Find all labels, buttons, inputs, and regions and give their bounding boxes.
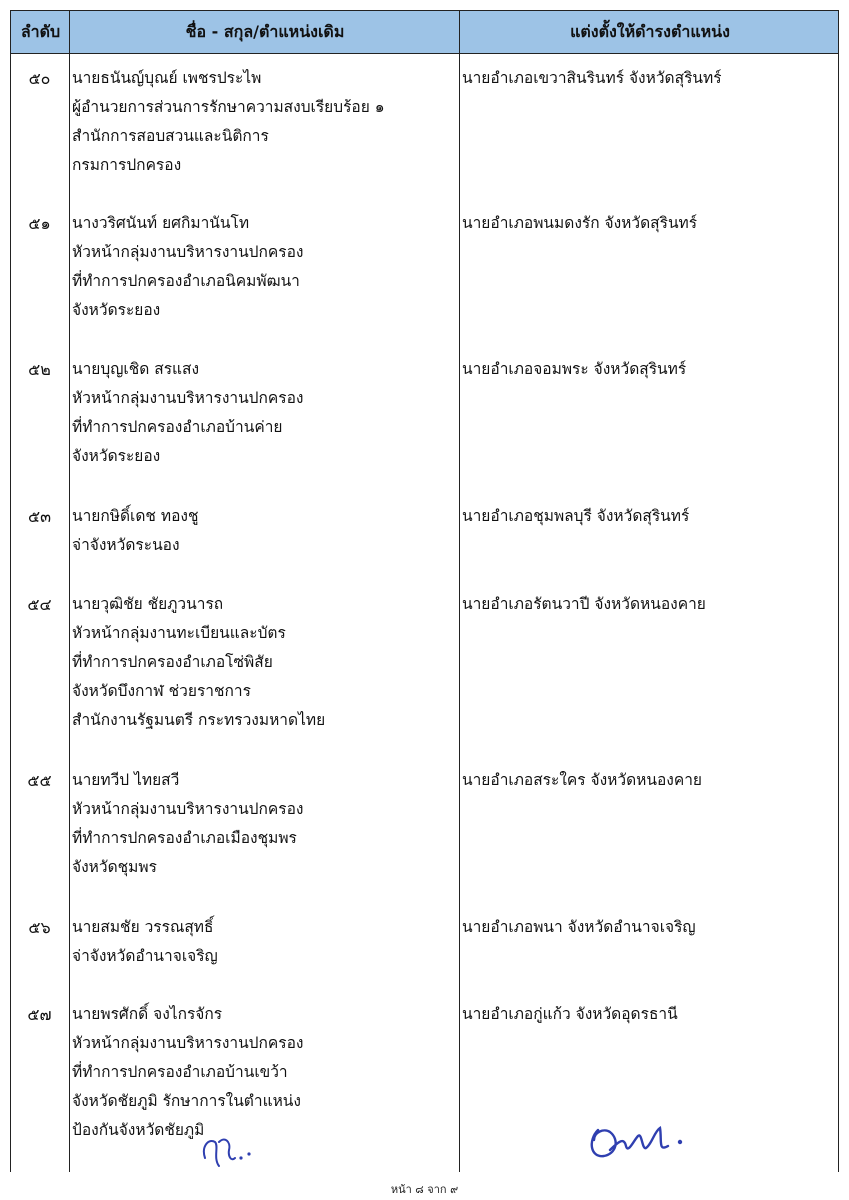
old-position bbox=[72, 502, 456, 560]
old-line: นางวริศนันท์ ยศกิมานันโท bbox=[72, 214, 250, 232]
old-line: จังหวัดชุมพร bbox=[72, 858, 157, 876]
old-line: หัวหน้ากลุ่มงานบริหารงานปกครอง bbox=[72, 800, 304, 818]
new-position: นายอำเภอพนา จังหวัดอำนาจเจริญ bbox=[462, 918, 696, 936]
new-position: นายอำเภอสระใคร จังหวัดหนองคาย bbox=[462, 771, 703, 789]
table-border-right bbox=[838, 10, 839, 1172]
new-position: นายอำเภอกู่แก้ว จังหวัดอุดรธานี bbox=[462, 1005, 678, 1023]
old-line: นายทวีป ไทยสวี bbox=[72, 771, 180, 789]
row-number: ๕๖ bbox=[28, 918, 51, 937]
header-order: ลำดับ bbox=[20, 22, 61, 41]
header-old-position: ชื่อ - สกุล/ตำแหน่งเดิม bbox=[185, 22, 345, 41]
old-line: ที่ทำการปกครองอำเภอบ้านเขว้า bbox=[72, 1063, 288, 1081]
old-position bbox=[72, 590, 456, 735]
old-line: นายบุญเชิด สรแสง bbox=[72, 360, 200, 378]
old-line: กรมการปกครอง bbox=[72, 156, 182, 174]
initials-signature-left bbox=[195, 1128, 265, 1172]
old-line: หัวหน้ากลุ่มงานทะเบียนและบัตร bbox=[72, 624, 286, 642]
old-line: จังหวัดระยอง bbox=[72, 301, 161, 319]
old-position bbox=[72, 913, 456, 971]
row-number: ๕๒ bbox=[28, 360, 51, 379]
row-number: ๕๑ bbox=[28, 214, 51, 233]
row-number: ๕๓ bbox=[27, 507, 52, 526]
appointment-table bbox=[10, 10, 839, 1172]
new-position: นายอำเภอพนมดงรัก จังหวัดสุรินทร์ bbox=[462, 214, 698, 232]
table-header bbox=[10, 10, 839, 54]
column-divider-1 bbox=[69, 10, 70, 1172]
old-position bbox=[72, 766, 456, 882]
old-line: ที่ทำการปกครองอำเภอบ้านค่าย bbox=[72, 418, 283, 436]
old-line: สำนักงานรัฐมนตรี กระทรวงมหาดไทย bbox=[72, 711, 326, 729]
old-line: นายสมชัย วรรณสุทธิ์ bbox=[72, 918, 214, 936]
row-number: ๕๐ bbox=[28, 69, 51, 88]
new-position: นายอำเภอเขวาสินรินทร์ จังหวัดสุรินทร์ bbox=[462, 69, 722, 87]
old-line: หัวหน้ากลุ่มงานบริหารงานปกครอง bbox=[72, 1034, 304, 1052]
old-position bbox=[72, 1000, 456, 1145]
old-line: ที่ทำการปกครองอำเภอเมืองชุมพร bbox=[72, 829, 297, 847]
new-position: นายอำเภอจอมพระ จังหวัดสุรินทร์ bbox=[462, 360, 687, 378]
old-line: สำนักการสอบสวนและนิติการ bbox=[72, 127, 269, 145]
new-position: นายอำเภอรัตนวาปี จังหวัดหนองคาย bbox=[462, 595, 706, 613]
row-number: ๕๗ bbox=[27, 1005, 52, 1024]
old-line: ที่ทำการปกครองอำเภอนิคมพัฒนา bbox=[72, 272, 300, 290]
old-line: นายกษิดิ์เดช ทองชู bbox=[72, 507, 199, 525]
initials-signature-right bbox=[580, 1110, 700, 1170]
old-position bbox=[72, 209, 456, 325]
old-line: นายวุฒิชัย ชัยภูวนารถ bbox=[72, 595, 224, 613]
old-line: ผู้อำนวยการส่วนการรักษาความสงบเรียบร้อย ๑ bbox=[72, 98, 385, 116]
old-line: นายพรศักดิ์ จงไกรจักร bbox=[72, 1005, 223, 1023]
old-line: จังหวัดระยอง bbox=[72, 447, 161, 465]
new-position: นายอำเภอชุมพลบุรี จังหวัดสุรินทร์ bbox=[462, 507, 690, 525]
old-line: ที่ทำการปกครองอำเภอโซ่พิสัย bbox=[72, 653, 273, 671]
old-line: หัวหน้ากลุ่มงานบริหารงานปกครอง bbox=[72, 389, 304, 407]
page-number: หน้า ๘ จาก ๙ bbox=[390, 1183, 459, 1196]
old-line: จ่าจังหวัดระนอง bbox=[72, 536, 180, 554]
row-number: ๕๕ bbox=[27, 771, 52, 790]
header-new-position: แต่งตั้งให้ดำรงตำแหน่ง bbox=[570, 22, 730, 41]
column-divider-2 bbox=[459, 10, 460, 1172]
old-line: จังหวัดบึงกาฬ ช่วยราชการ bbox=[72, 682, 251, 700]
old-position bbox=[72, 355, 456, 471]
old-line: ป้องกันจังหวัดชัยภูมิ bbox=[72, 1121, 205, 1139]
old-line: หัวหน้ากลุ่มงานบริหารงานปกครอง bbox=[72, 243, 304, 261]
old-line: จังหวัดชัยภูมิ รักษาการในตำแหน่ง bbox=[72, 1092, 301, 1110]
old-line: จ่าจังหวัดอำนาจเจริญ bbox=[72, 947, 218, 965]
old-line: นายธนันญ์บุณย์ เพชรประไพ bbox=[72, 69, 262, 87]
row-number: ๕๔ bbox=[27, 595, 52, 614]
old-position bbox=[72, 64, 456, 180]
